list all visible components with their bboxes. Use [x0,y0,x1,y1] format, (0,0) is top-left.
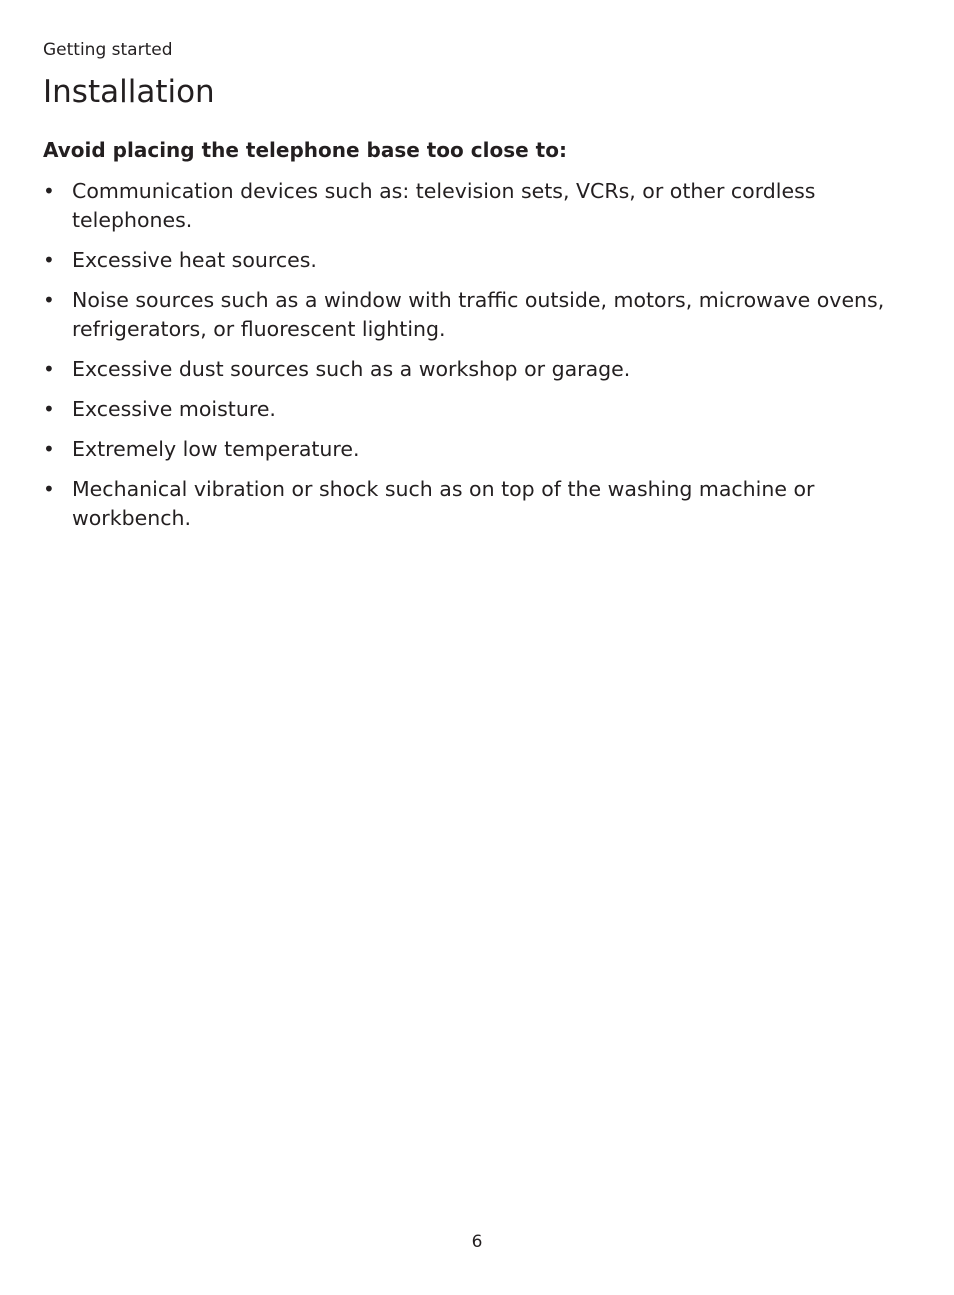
bullet-icon: • [43,437,55,461]
bullet-icon: • [43,288,55,312]
list-item-text: Excessive dust sources such as a workshop or garage. [72,357,631,381]
list-item [43,286,903,344]
bullet-icon: • [43,179,55,203]
list-item [43,475,903,533]
bullet-icon: • [43,357,55,381]
page-number: 6 [471,1232,483,1252]
list-item-text: Excessive heat sources. [72,248,317,272]
bullet-icon: • [43,248,55,272]
list-item [43,177,903,235]
page-title: Installation [43,74,215,110]
bullet-icon: • [43,397,55,421]
list-item [43,395,903,424]
list-item [43,246,903,275]
list-item-text: Excessive moisture. [72,397,276,421]
subheading: Avoid placing the telephone base too close to: [43,138,567,162]
section-label: Getting started [43,40,173,60]
list-item [43,355,903,384]
bullet-icon: • [43,477,55,501]
list-item [43,435,903,464]
list-item-text: Extremely low temperature. [72,437,360,461]
list-item-text: Communication devices such as: television sets, VCRs, or other cordless telephones. [72,179,816,232]
list-item-text: Mechanical vibration or shock such as on top of the washing machine or workbench. [72,477,815,530]
bullet-list [43,177,903,544]
list-item-text: Noise sources such as a window with traffic outside, motors, microwave ovens, refrigerators, or fluorescent lighting. [72,288,885,341]
